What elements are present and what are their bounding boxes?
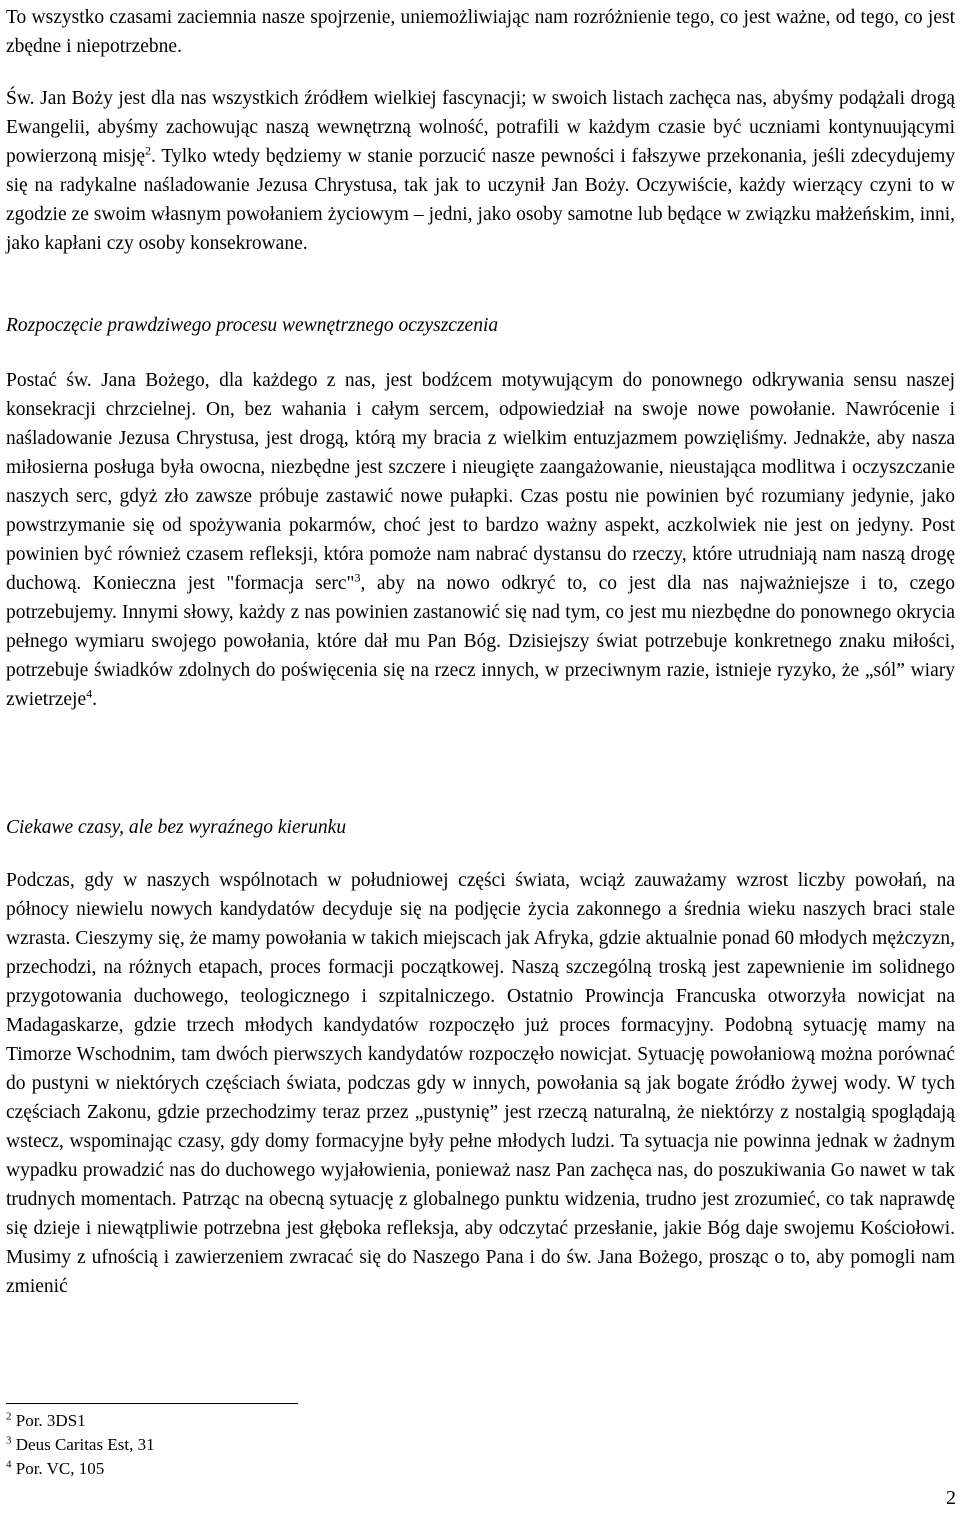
section-heading-2: Ciekawe czasy, ale bez wyraźnego kierunku <box>6 817 347 838</box>
paragraph-1 <box>6 3 955 61</box>
footnote-item <box>6 1409 155 1433</box>
paragraph-2-text-b: . Tylko wtedy będziemy w stanie porzucić nasze pewności i fałszywe przekonania, jeśli zdecydujemy się na radykalne naśladowanie Jezusa Chrystusa, tak jak to uczynił Jan Boży. Oczywiście, każdy wierzący czyni to w zgodzie ze swoim własnym powołaniem życiowym – jedni, jako osoby samotne lub będące w związku małżeńskim, inni, jako kapłani czy osoby konsekrowane. <box>6 146 955 254</box>
paragraph-2-text-a: Św. Jan Boży jest dla nas wszystkich źródłem wielkiej fascynacji; w swoich listach zachęca nas, abyśmy podążali drogą Ewangelii, abyśmy zachowując naszą wewnętrzną wolność, potrafili w każdym czasie być uczniami kontynuującymi powierzoną misję <box>6 88 955 167</box>
footnote-text: Deus Caritas Est, 31 <box>15 1435 155 1454</box>
paragraph-4 <box>6 866 955 1301</box>
footnote-ref-4[interactable]: 4 <box>86 686 93 701</box>
footnote-number: 2 <box>6 1410 12 1423</box>
footnote-text: Por. VC, 105 <box>15 1459 105 1478</box>
footnote-separator <box>6 1403 298 1404</box>
footnotes <box>6 1409 155 1481</box>
paragraph-3-text-c: . <box>92 689 97 710</box>
paragraph-4-text: Podczas, gdy w naszych wspólnotach w południowej części świata, wciąż zauważamy wzrost liczby powołań, na północy niewielu nowych kandydatów decyduje się na podjęcie życia zakonnego a średnia wieku naszych braci stale wzrasta. Cieszymy się, że mamy powołania w takich miejscach jak Afryka, gdzie aktualnie ponad 60 młodych mężczyzn, przechodzi, na różnych etapach, proces formacji początkowej. Naszą szczególną troską jest zapewnienie im solidnego przygotowania duchowego, teologicznego i szpitalniczego. Ostatnio Prowincja Francuska otworzyła nowicjat na Madagaskarze, gdzie trzech młodych kandydatów rozpoczęło już proces formacyjny. Podobną sytuację mamy na Timorze Wschodnim, tam dwóch pierwszych kandydatów rozpoczęło nowicjat. Sytuację powołaniową można porównać do pustyni w niektórych częściach świata, podczas gdy w innych, powołania są jak bogate źródło żywej wody. W tych częściach Zakonu, gdzie przechodzimy teraz przez „pustynię” jest rzeczą naturalną, że niektórzy z nostalgią spoglądają wstecz, wspominając czasy, gdy domy formacyjne były pełne młodych ludzi. Ta sytuacja nie powinna jednak w żadnym wypadku prowadzić nas do duchowego wyjałowienia, ponieważ nasz Pan zachęca nas, do poszukiwania Go nawet w tak trudnych momentach. Patrząc na obecną sytuację z globalnego punktu widzenia, trudno jest zrozumieć, co tak naprawdę się dzieje i niewątpliwie potrzebna jest głęboka refleksja, aby odczytać przesłanie, jakie Bóg daje swojemu Kościołowi. Musimy z ufnością i zawierzeniem zwracać się do Naszego Pana i do św. Jana Bożego, prosząc o to, aby pomogli nam zmienić <box>6 870 955 1297</box>
footnote-number: 3 <box>6 1434 12 1447</box>
footnote-ref-3[interactable]: 3 <box>354 570 361 585</box>
footnote-item <box>6 1433 155 1457</box>
paragraph-3-text-a: Postać św. Jana Bożego, dla każdego z nas, jest bodźcem motywującym do ponownego odkrywania sensu naszej konsekracji chrzcielnej. On, bez wahania i całym sercem, odpowiedział na swoje nowe powołanie. Nawrócenie i naśladowanie Jezusa Chrystusa, jest drogą, którą my bracia z wielkim entuzjazmem powzięliśmy. Jednakże, aby nasza miłosierna posługa była owocna, niezbędne jest szczere i nieugięte zaangażowanie, nieustająca modlitwa i oczyszczanie naszych serc, gdyż zło zawsze próbuje zastawić nowe pułapki. Czas postu nie powinien być rozumiany jedynie, jako powstrzymanie się od spożywania pokarmów, choć jest to bardzo ważny aspekt, aczkolwiek nie jest on jedyny. Post powinien być również czasem refleksji, która pomoże nam nabrać dystansu do rzeczy, które utrudniają nam naszą drogę duchową. Konieczna jest "formacja serc" <box>6 370 955 594</box>
footnote-text: Por. 3DS1 <box>15 1411 86 1430</box>
page-number: 2 <box>946 1487 956 1509</box>
footnote-ref-2[interactable]: 2 <box>145 143 152 158</box>
paragraph-3-text-b: , aby na nowo odkryć to, co jest dla nas najważniejsze i to, czego potrzebujemy. Innymi słowy, każdy z nas powinien zastanowić się nad tym, co jest mu niezbędne do ponownego okrycia pełnego wymiaru swojego powołania, które dał mu Pan Bóg. Dzisiejszy świat potrzebuje konkretnego znaku miłości, potrzebuje świadków zdolnych do poświęcenia się na rzecz innych, w przeciwnym razie, istnieje ryzyko, że „sól” wiary zwietrzeje <box>6 573 955 710</box>
section-heading-1: Rozpoczęcie prawdziwego procesu wewnętrznego oczyszczenia <box>6 315 499 336</box>
footnote-number: 4 <box>6 1458 12 1471</box>
footnote-item <box>6 1457 155 1481</box>
paragraph-3 <box>6 366 955 714</box>
paragraph-1-text: To wszystko czasami zaciemnia nasze spojrzenie, uniemożliwiając nam rozróżnienie tego, co jest ważne, od tego, co jest zbędne i niepotrzebne. <box>6 7 955 57</box>
paragraph-2 <box>6 84 955 258</box>
